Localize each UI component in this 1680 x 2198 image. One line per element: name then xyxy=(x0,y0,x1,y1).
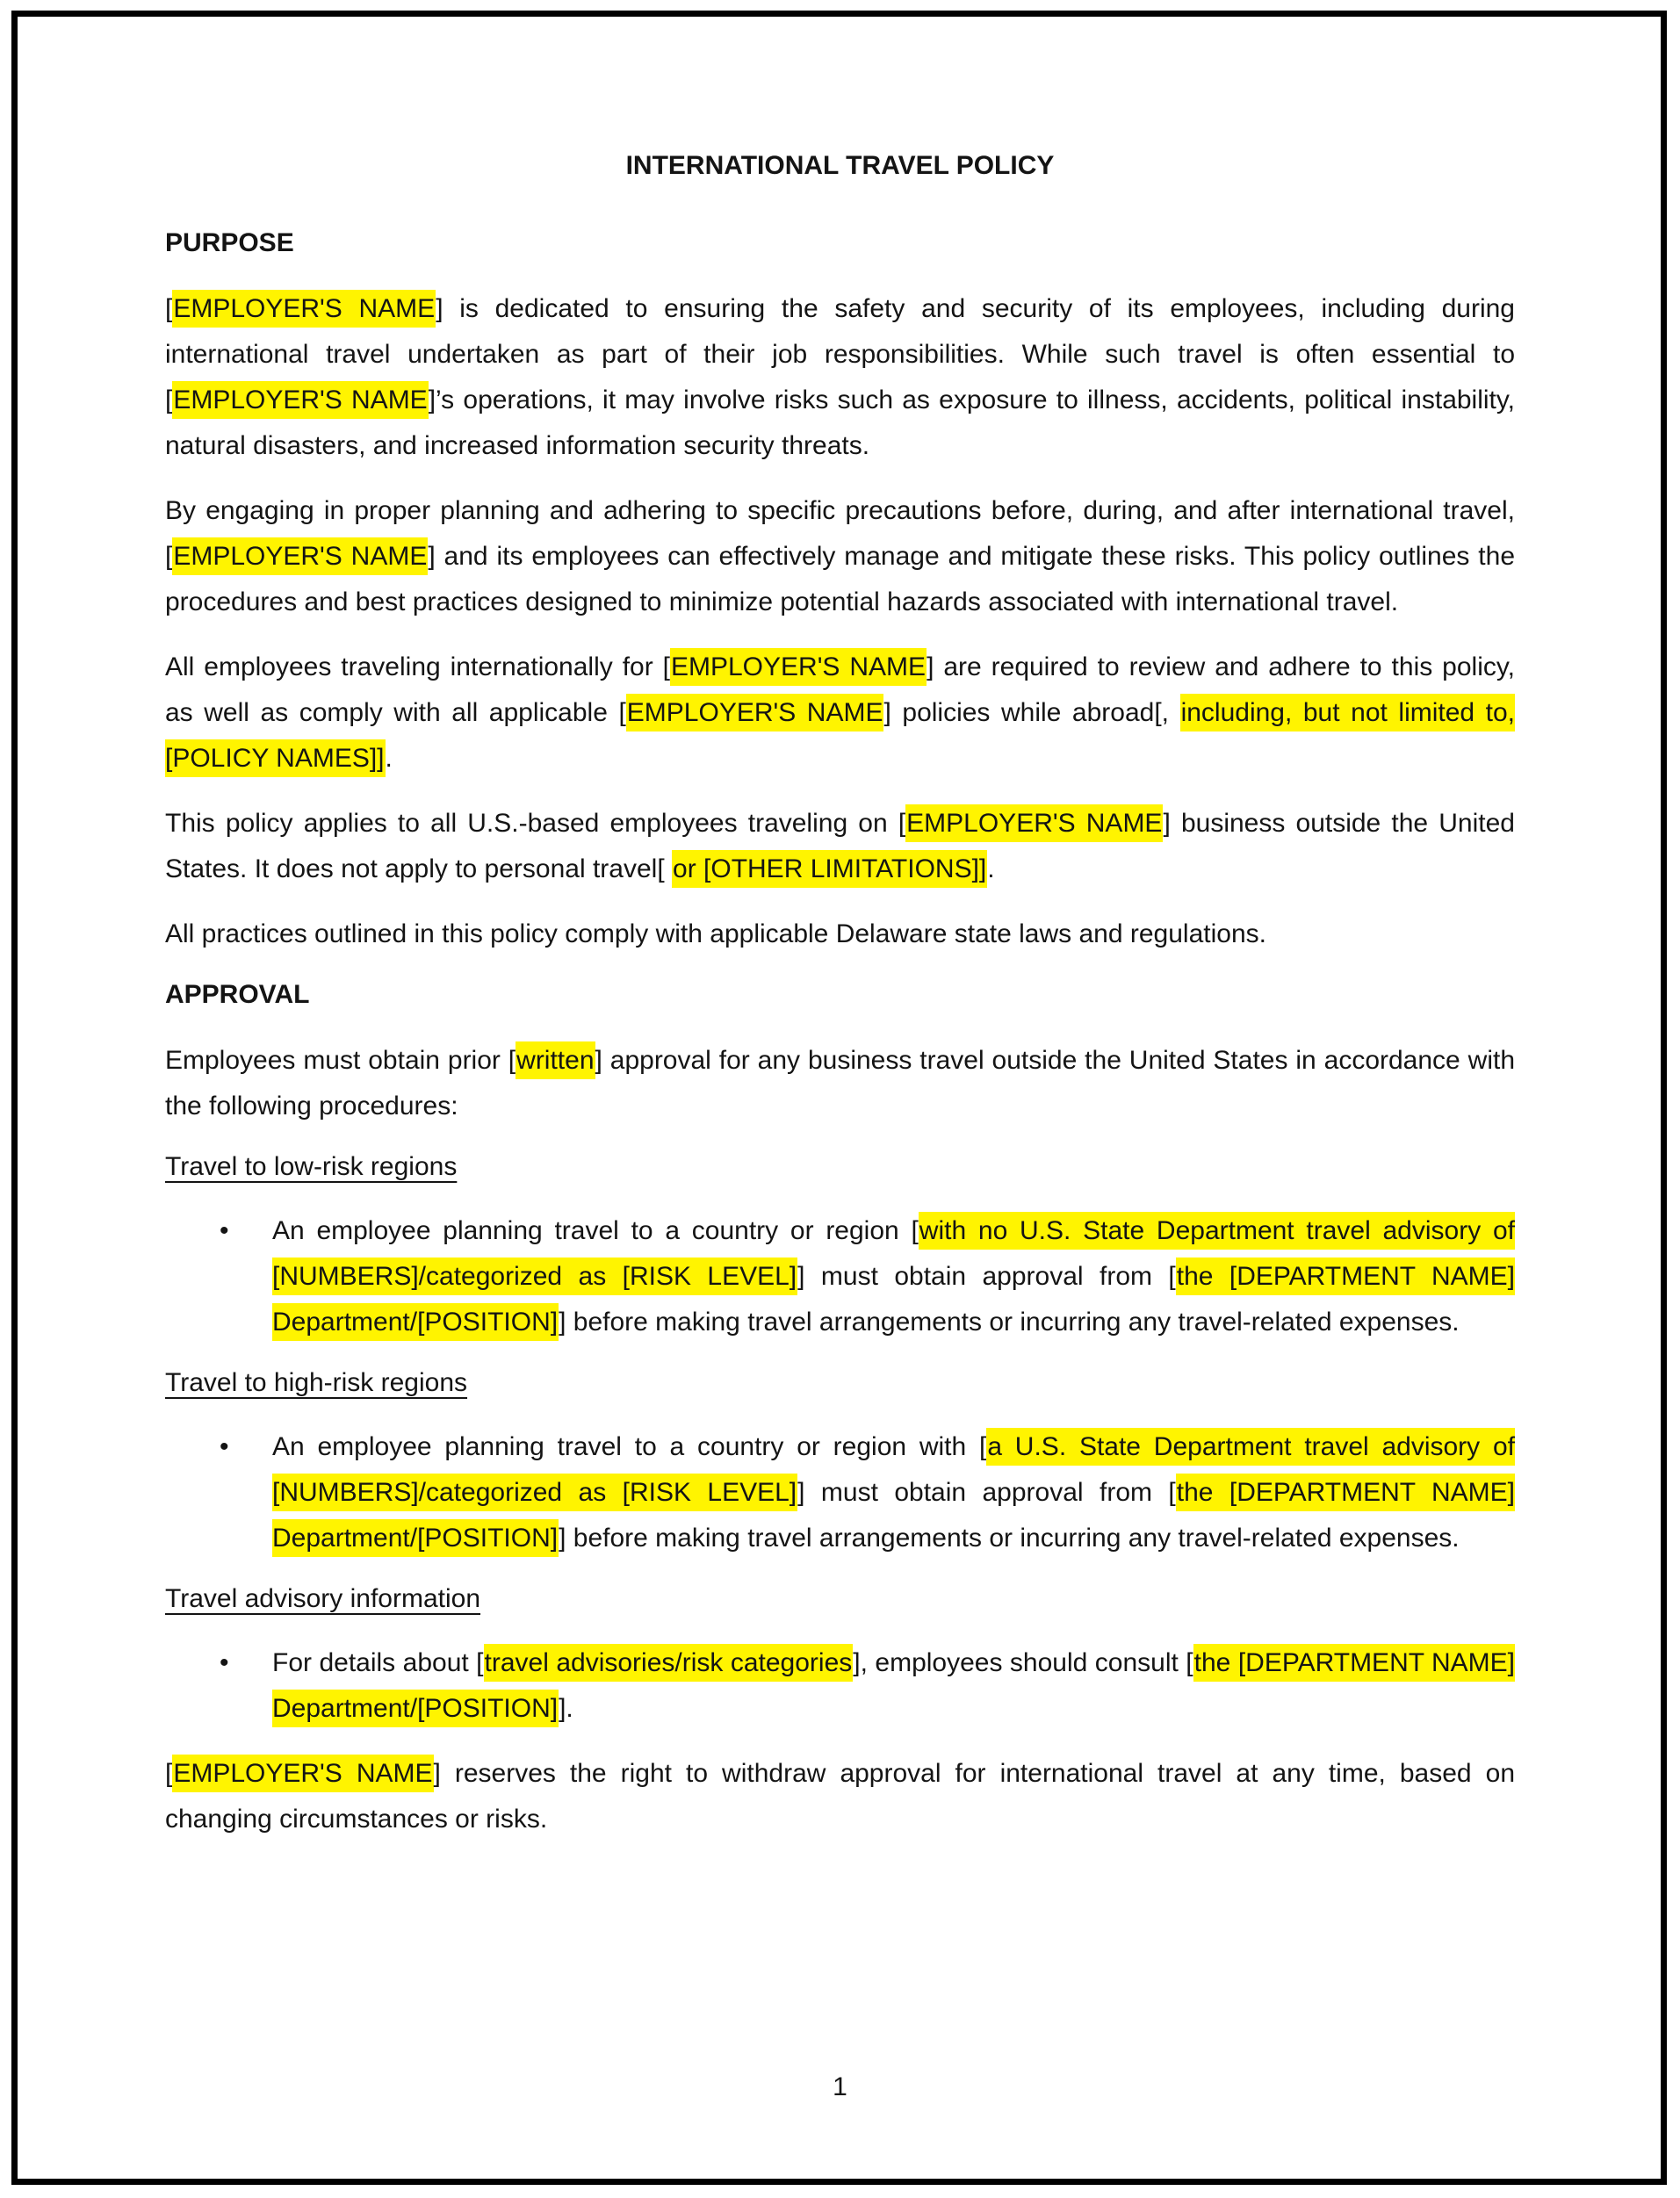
bullet-text xyxy=(272,1208,1515,1345)
highlighted-placeholder: EMPLOYER'S NAME xyxy=(172,381,428,419)
paragraph xyxy=(165,286,1515,469)
highlighted-placeholder: the [DEPARTMENT NAME] Department/[POSITION] xyxy=(272,1644,1515,1727)
highlighted-placeholder: including, but not limited to, [POLICY NAMES]] xyxy=(165,694,1515,777)
bullet-item xyxy=(165,1208,1515,1345)
document-content xyxy=(165,148,1515,1862)
text-run: ] business outside the United States. It does not apply to personal travel[ xyxy=(165,809,1515,883)
bullet-item xyxy=(165,1424,1515,1561)
sub-heading: Travel advisory information xyxy=(165,1584,481,1613)
text-run: This policy applies to all U.S.-based employees traveling on [ xyxy=(165,809,906,838)
sub-heading: Travel to low-risk regions xyxy=(165,1152,458,1181)
highlighted-placeholder: EMPLOYER'S NAME xyxy=(172,1755,433,1792)
bullet-icon: • xyxy=(220,1648,229,1677)
page-number: 1 xyxy=(833,2072,847,2101)
bullet-icon: • xyxy=(220,1432,229,1461)
text-run: ] are required to review and adhere to this policy, as well as comply with all applicable [ xyxy=(165,652,1515,727)
highlighted-placeholder: written xyxy=(516,1041,595,1079)
highlighted-placeholder: EMPLOYER'S NAME xyxy=(626,694,884,731)
section-heading: PURPOSE xyxy=(165,228,294,257)
text-run: ] before making travel arrangements or incurring any travel-related expenses. xyxy=(559,1308,1460,1337)
paragraph xyxy=(165,645,1515,782)
text-run: ] policies while abroad[, xyxy=(883,698,1180,727)
text-run: . xyxy=(385,744,393,773)
highlighted-placeholder: travel advisories/risk categories xyxy=(484,1644,854,1682)
paragraph xyxy=(165,1038,1515,1129)
highlighted-placeholder: a U.S. State Department travel advisory of [NUMBERS]/categorized as [RISK LEVEL] xyxy=(272,1428,1515,1511)
highlighted-placeholder: the [DEPARTMENT NAME] Department/[POSITION] xyxy=(272,1258,1515,1341)
paragraph xyxy=(165,1751,1515,1842)
sub-heading: Travel to high-risk regions xyxy=(165,1368,468,1397)
text-run: ], employees should consult [ xyxy=(853,1648,1193,1677)
bullet-icon: • xyxy=(220,1216,229,1245)
text-run: ] approval for any business travel outside the United States in accordance with the following procedures: xyxy=(165,1046,1515,1121)
text-run: [ xyxy=(165,1759,173,1788)
text-run: ]’s operations, it may involve risks such as exposure to illness, accidents, political instability, natural disasters, and increased information security threats. xyxy=(165,386,1515,460)
bullet-text xyxy=(272,1424,1515,1561)
text-run: ] must obtain approval from [ xyxy=(797,1478,1176,1507)
highlighted-placeholder: EMPLOYER'S NAME xyxy=(670,648,927,686)
paragraph xyxy=(165,912,1515,957)
highlighted-placeholder: EMPLOYER'S NAME xyxy=(172,537,428,575)
text-run: By engaging in proper planning and adhering to specific precautions before, during, and after international travel, [ xyxy=(165,496,1515,571)
text-run: ] and its employees can effectively manage and mitigate these risks. This policy outlines the procedures and best practices designed to minimize potential hazards associated with international travel. xyxy=(165,542,1515,616)
bullet-item xyxy=(165,1640,1515,1732)
highlighted-placeholder: EMPLOYER'S NAME xyxy=(172,290,436,328)
text-run: Employees must obtain prior [ xyxy=(165,1046,516,1075)
text-run: An employee planning travel to a country or region with [ xyxy=(272,1432,987,1461)
text-run: An employee planning travel to a country or region [ xyxy=(272,1216,919,1245)
highlighted-placeholder: EMPLOYER'S NAME xyxy=(905,804,1163,842)
text-run: ] before making travel arrangements or incurring any travel-related expenses. xyxy=(559,1524,1460,1553)
paragraph xyxy=(165,488,1515,625)
section-heading: APPROVAL xyxy=(165,980,310,1009)
text-run: All employees traveling internationally for [ xyxy=(165,652,670,681)
paragraph xyxy=(165,801,1515,892)
text-run: [ xyxy=(165,294,173,323)
text-run: . xyxy=(987,854,995,883)
highlighted-placeholder: with no U.S. State Department travel advisory of [NUMBERS]/categorized as [RISK LEVEL] xyxy=(272,1212,1515,1295)
document-title: INTERNATIONAL TRAVEL POLICY xyxy=(625,151,1055,180)
text-run: All practices outlined in this policy comply with applicable Delaware state laws and regulations. xyxy=(165,919,1266,948)
text-run: For details about [ xyxy=(272,1648,484,1677)
text-run: ] reserves the right to withdraw approval for international travel at any time, based on changing circumstances or risks. xyxy=(165,1759,1515,1834)
highlighted-placeholder: the [DEPARTMENT NAME] Department/[POSITION] xyxy=(272,1474,1515,1557)
text-run: ] is dedicated to ensuring the safety and security of its employees, including during international travel undertaken as part of their job responsibilities. While such travel is often essential to [ xyxy=(165,294,1515,414)
text-run: ]. xyxy=(559,1694,573,1723)
highlighted-placeholder: or [OTHER LIMITATIONS]] xyxy=(672,850,987,888)
text-run: ] must obtain approval from [ xyxy=(797,1262,1176,1291)
bullet-text xyxy=(272,1640,1515,1732)
